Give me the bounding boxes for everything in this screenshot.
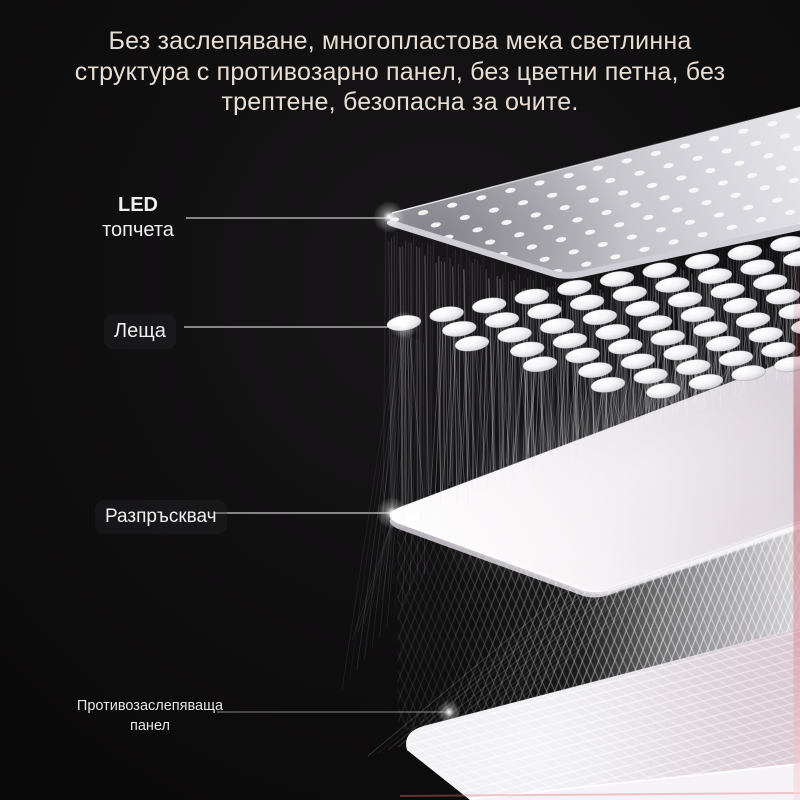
label-lens xyxy=(104,314,176,349)
flare-lens xyxy=(390,311,418,339)
label-anti-glare-line1: Противозаслепяваща xyxy=(76,698,224,714)
label-anti-glare-panel xyxy=(68,697,232,736)
label-led-beads-line1: LED xyxy=(118,194,158,216)
label-led-beads-line2: топчета xyxy=(102,219,174,241)
headline-line-2: структура с противозарно панел, без цветни петна, без xyxy=(74,57,726,86)
label-led-beads xyxy=(68,193,208,243)
label-diffuser xyxy=(95,500,227,534)
flare-led-corner xyxy=(373,201,405,233)
right-edge-accent xyxy=(794,250,800,800)
headline-line-3: трептене, безопасна за очите. xyxy=(221,88,579,116)
headline-line-1: Без заслепяване, многопластова мека светлинна xyxy=(108,27,692,55)
label-lens-text: Леща xyxy=(114,320,166,342)
label-diffuser-text: Разпръсквач xyxy=(105,506,217,527)
label-anti-glare-line2: панел xyxy=(130,717,170,734)
headline xyxy=(0,26,800,118)
